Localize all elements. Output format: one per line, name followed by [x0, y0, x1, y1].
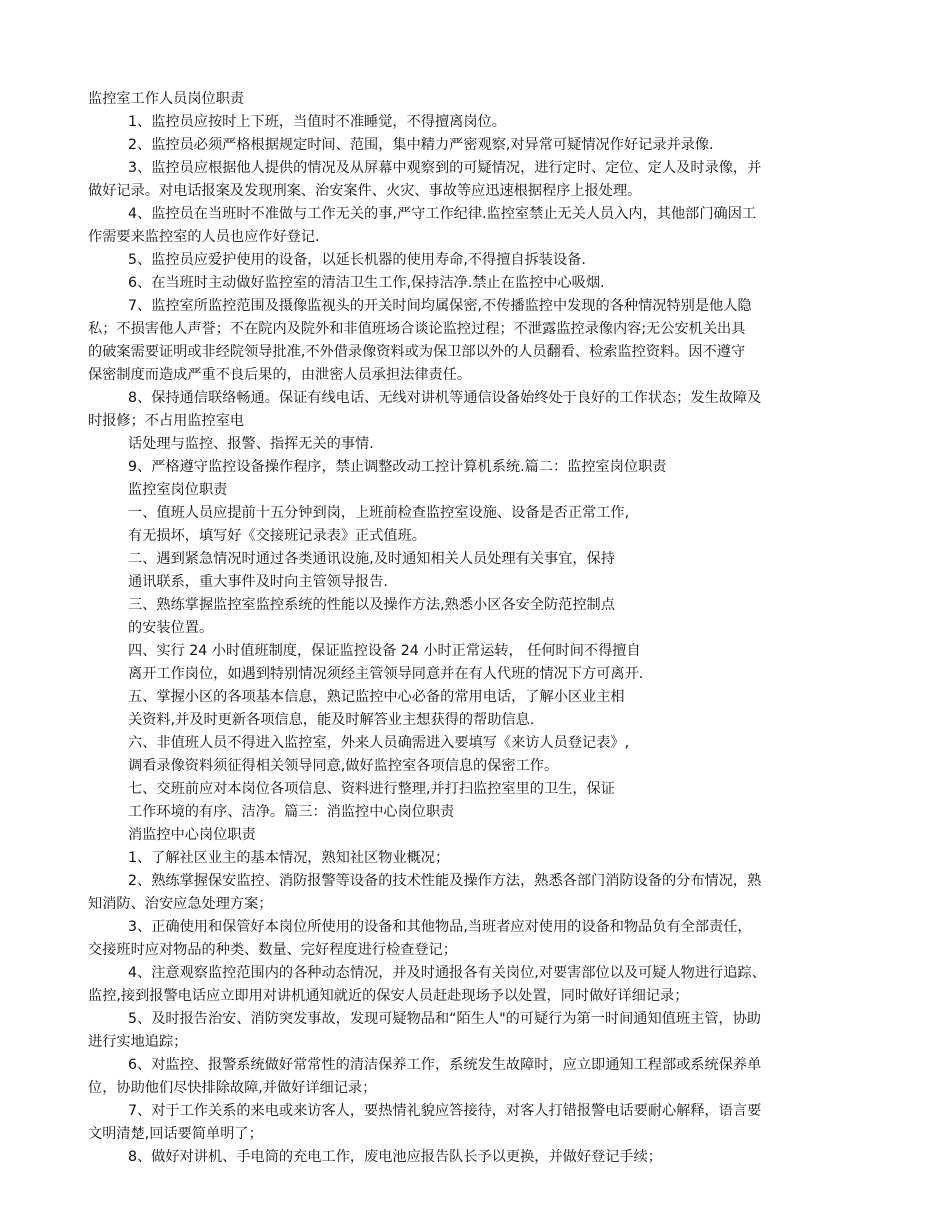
text-line: 关资料,并及时更新各项信息，能及时解答业主想获得的帮助信息. [128, 712, 535, 728]
text-line: 1、监控员应按时上下班，当值时不准睡觉，不得擅离岗位。 [128, 114, 506, 130]
text-line: 7、对于工作关系的来电或来访客人，要热情礼貌应答接待，对客人打错报警电话要耐心解释，语言要 [128, 1103, 762, 1119]
text-line: 七、交班前应对本岗位各项信息、资料进行整理,并打扫监控室里的卫生，保证 [128, 781, 615, 797]
text-line: 工作环境的有序、洁净。篇三：消监控中心岗位职责 [128, 804, 455, 820]
text-line: 6、在当班时主动做好监控室的清洁卫生工作,保持洁净.禁止在监控中心吸烟. [128, 275, 605, 291]
text-line: 监控,接到报警电话应立即用对讲机通知就近的保安人员赶赴现场予以处置，同时做好详细记录； [88, 988, 689, 1004]
doc-title: 监控室工作人员岗位职责 [88, 91, 245, 107]
text-line: 三、熟练掌握监控室监控系统的性能以及操作方法,熟悉小区各安全防范控制点 [128, 597, 615, 613]
text-line: 2、监控员必须严格根据规定时间、范围，集中精力严密观察,对异常可疑情况作好记录并录像. [128, 137, 714, 153]
text-line: 调看录像资料须征得相关领导同意,做好监控室各项信息的保密工作。 [128, 758, 559, 774]
text-line: 7、监控室所监控范围及摄像监视头的开关时间均属保密,不传播监控中发现的各种情况特别是他人隐 [128, 298, 752, 314]
text-line: 作需要来监控室的人员也应作好登记. [88, 229, 320, 245]
text-line: 离开工作岗位，如遇到特别情况须经主管领导同意并在有人代班的情况下方可离开. [128, 666, 644, 682]
text-line: 五、掌握小区的各项基本信息，熟记监控中心必备的常用电话，了解小区业主相 [128, 689, 625, 705]
text-line: 8、保持通信联络畅通。保证有线电话、无线对讲机等通信设备始终处于良好的工作状态；发生故障及 [128, 390, 762, 406]
text-line: 知消防、治安应急处理方案； [88, 896, 273, 912]
text-line: 2、熟练掌握保安监控、消防报警等设备的技术性能及操作方法，熟悉各部门消防设备的分布情况，熟 [128, 873, 762, 889]
text-line: 文明清楚,回话要简单明了； [88, 1126, 263, 1142]
text-line: 5、监控员应爱护使用的设备，以延长机器的使用寿命,不得擅自拆装设备. [128, 252, 586, 268]
text-line: 3、正确使用和保管好本岗位所使用的设备和其他物品,当班者应对使用的设备和物品负有全部责任， [128, 919, 752, 935]
text-line: 保密制度而造成严重不良后果的，由泄密人员承担法律责任。 [88, 367, 472, 383]
text-line: 4、注意观察监控范围内的各种动态情况，并及时通报各有关岗位,对要害部位以及可疑人物进行追踪、 [128, 965, 766, 981]
text-line: 3、监控员应根据他人提供的情况及从屏幕中观察到的可疑情况，进行定时、定位、定人及时录像，并 [128, 160, 762, 176]
text-line: 的安装位置。 [128, 620, 214, 636]
text-line: 一、值班人员应提前十五分钟到岗，上班前检查监控室设施、设备是否正常工作, [128, 505, 630, 521]
text-line: 二、遇到紧急情况时通过各类通讯设施,及时通知相关人员处理有关事宜，保持 [128, 551, 615, 567]
text-line: 进行实地追踪； [88, 1034, 188, 1050]
text-line: 4、监控员在当班时不准做与工作无关的事,严守工作纪律.监控室禁止无关人员入内，其他部门确因工 [128, 206, 757, 222]
text-line: 位，协助他们尽快排除故障,并做好详细记录； [88, 1080, 377, 1096]
text-line: 四、实行 24 小时值班制度，保证监控设备 24 小时正常运转， 任何时间不得擅自 [128, 643, 641, 659]
text-line: 话处理与监控、报警、指挥无关的事情. [128, 436, 374, 452]
text-line: 8、做好对讲机、手电筒的充电工作，废电池应报告队长予以更换，并做好登记手续； [128, 1149, 662, 1165]
section-heading: 监控室岗位职责 [128, 482, 228, 498]
text-line: 私；不损害他人声誉；不在院内及院外和非值班场合谈论监控过程；不泄露监控录像内容;无公安机关出具 [88, 321, 746, 337]
text-line: 的破案需要证明或非经院领导批准,不外借录像资料或为保卫部以外的人员翻看、检索监控资料。因不遵守 [88, 344, 746, 360]
text-line: 六、非值班人员不得进入监控室，外来人员确需进入要填写《来访人员登记表》, [128, 735, 630, 751]
text-line: 1、了解社区业主的基本情况，熟知社区物业概况； [128, 850, 450, 866]
text-line: 时报修；不占用监控室电 [88, 413, 245, 429]
text-line: 通讯联系，重大事件及时向主管领导报告. [128, 574, 388, 590]
text-line: 9、严格遵守监控设备操作程序，禁止调整改动工控计算机系统.篇二：监控室岗位职责 [128, 459, 667, 475]
text-line: 做好记录。对电话报案及发现刑案、治安案件、火灾、事故等应迅速根据程序上报处理。 [88, 183, 642, 199]
section-heading: 消监控中心岗位职责 [128, 827, 256, 843]
text-line: 有无损坏，填写好《交接班记录表》正式值班。 [128, 528, 426, 544]
text-line: 交接班时应对物品的种类、数量、完好程度进行检查登记； [88, 942, 457, 958]
text-line: 6、对监控、报警系统做好常常性的清洁保养工作，系统发生故障时，应立即通知工程部或系统保养单 [128, 1057, 762, 1073]
text-line: 5、及时报告治安、消防突发事故，发现可疑物品和“陌生人"的可疑行为第一时间通知值班主管，协助 [128, 1011, 761, 1027]
